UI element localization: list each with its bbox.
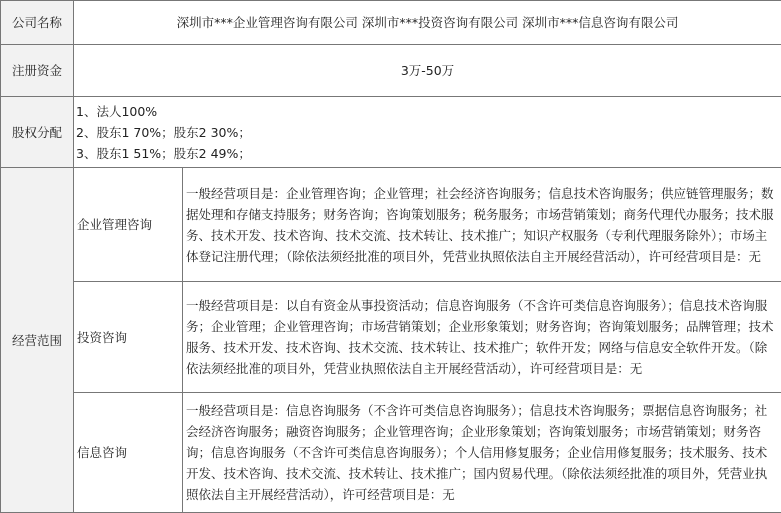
scope-type-label: 投资咨询 [74,282,183,393]
registered-capital-value: 3万-50万 [74,45,781,97]
scope-row [1,168,781,282]
equity-option-1: 1、法人100% [76,101,777,122]
scope-description: 一般经营项目是：以自有资金从事投资活动；信息咨询服务（不含许可类信息咨询服务）；信息技术咨询服务；企业管理；企业管理咨询；市场营销策划；企业形象策划；财务咨询；咨询策划服务；品牌管理；技术服务、技术开发、技术咨询、技术交流、技术转让、技术推广；软件开发；网络与信息安全软件开发。（除依法须经批准的项目外，凭营业执照依法自主开展经营活动），许可经营项目是：无 [183,282,781,393]
scope-type-label: 企业管理咨询 [74,168,183,282]
equity-row [1,97,781,168]
scope-row [1,282,781,393]
scope-type-label: 信息咨询 [74,393,183,513]
equity-option-3: 3、股东1 51%；股东2 49%； [76,143,777,164]
business-scope-label: 经营范围 [1,168,74,513]
scope-row [1,393,781,513]
scope-description: 一般经营项目是：企业管理咨询；企业管理；社会经济咨询服务；信息技术咨询服务；供应链管理服务；数据处理和存储支持服务；财务咨询；咨询策划服务；税务服务；市场营销策划；商务代理代办服务；技术服务、技术开发、技术咨询、技术交流、技术转让、技术推广；知识产权服务（专利代理服务除外）；市场主体登记注册代理；（除依法须经批准的项目外，凭营业执照依法自主开展经营活动），许可经营项目是：无 [183,168,781,282]
company-name-row [1,1,781,45]
company-name-value: 深圳市***企业管理咨询有限公司 深圳市***投资咨询有限公司 深圳市***信息咨询有限公司 [74,1,781,45]
company-name-label: 公司名称 [1,1,74,45]
equity-options [74,97,781,168]
registered-capital-label: 注册资金 [1,45,74,97]
scope-description: 一般经营项目是：信息咨询服务（不含许可类信息咨询服务）；信息技术咨询服务；票据信息咨询服务；社会经济咨询服务；融资咨询服务；企业管理咨询；企业形象策划；咨询策划服务；市场营销策划；财务咨询；信息咨询服务（不含许可类信息咨询服务）；个人信用修复服务；企业信用修复服务；技术服务、技术开发、技术咨询、技术交流、技术转让、技术推广；国内贸易代理。（除依法须经批准的项目外，凭营业执照依法自主开展经营活动），许可经营项目是：无 [183,393,781,513]
registered-capital-row [1,45,781,97]
equity-label: 股权分配 [1,97,74,168]
equity-option-2: 2、股东1 70%；股东2 30%； [76,122,777,143]
